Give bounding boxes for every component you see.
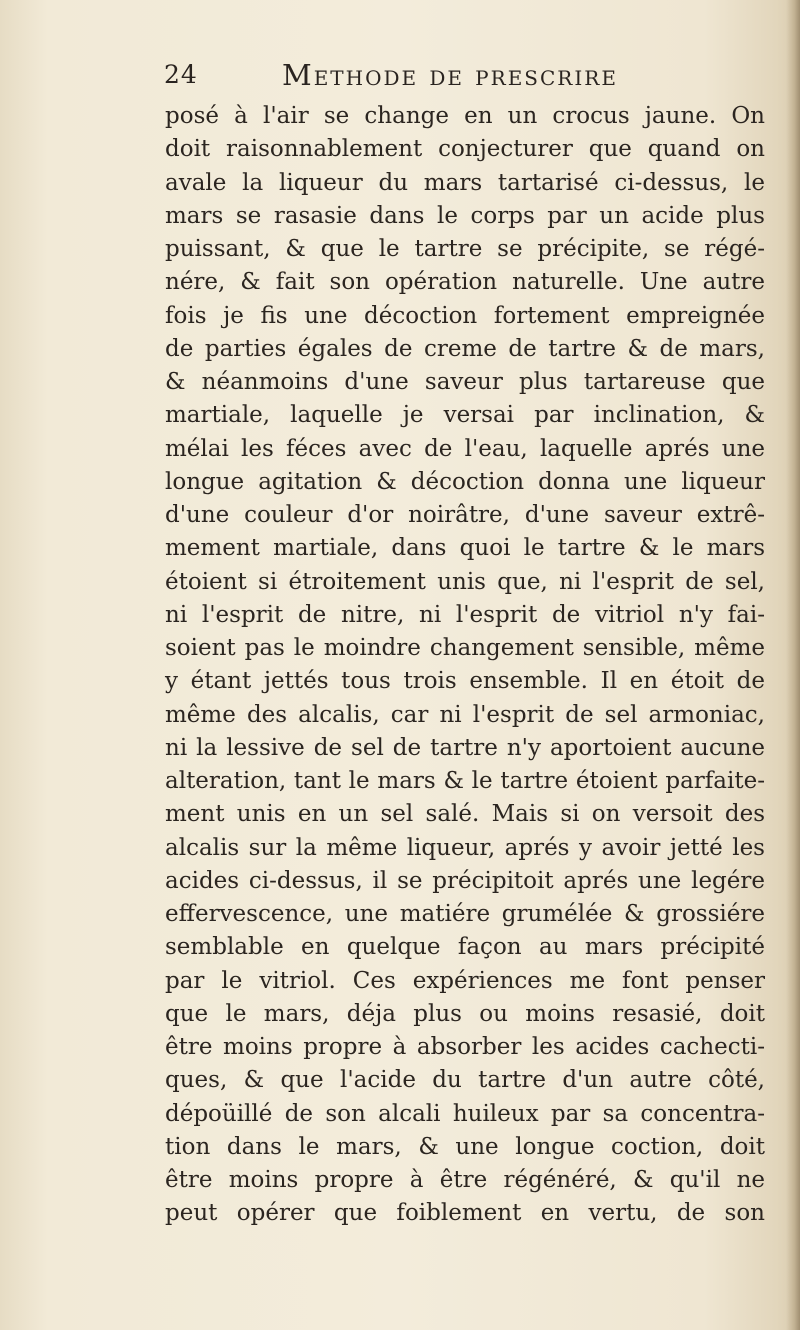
text-line: tion dans le mars, & une longue coction, doit [165, 1133, 765, 1160]
text-line: acides ci-dessus, il se précipitoit aprés une legére [165, 867, 765, 894]
text-line: mars se rasasie dans le corps par un acide plus [165, 202, 765, 229]
text-line: semblable en quelque façon au mars précipité [165, 934, 765, 961]
text-line: être moins propre à absorber les acides cachecti- [165, 1034, 765, 1060]
text-line: fois je fis une décoction fortement empreignée [165, 302, 765, 329]
text-line: martiale, laquelle je versai par inclination, & [165, 402, 765, 429]
page-number: 24 [164, 60, 198, 89]
text-line: étoient si étroitement unis que, ni l'esprit de sel, [165, 568, 765, 595]
text-line: mélai les féces avec de l'eau, laquelle aprés une [165, 435, 765, 462]
text-line: mement martiale, dans quoi le tartre & le mars [165, 535, 765, 562]
text-line: doit raisonnablement conjecturer que quand on [165, 136, 765, 163]
text-line: ni l'esprit de nitre, ni l'esprit de vitriol n'y fai- [165, 601, 765, 628]
text-line: ques, & que l'acide du tartre d'un autre côté, [165, 1067, 765, 1094]
text-line: puissant, & que le tartre se précipite, se régé- [165, 236, 765, 262]
text-line: de parties égales de creme de tartre & de mars, [165, 335, 765, 362]
text-line: longue agitation & décoction donna une liqueur [165, 468, 765, 495]
text-line: alcalis sur la même liqueur, aprés y avoir jetté les [165, 834, 765, 861]
text-line: dépoüillé de son alcali huileux par sa concentra- [165, 1100, 765, 1127]
text-line: posé à l'air se change en un crocus jaune. On [165, 103, 765, 129]
text-line: peut opérer que foiblement en vertu, de son [165, 1200, 765, 1227]
text-line: d'une couleur d'or noirâtre, d'une saveur extrê- [165, 502, 765, 528]
text-line: alteration, tant le mars & le tartre étoient parfaite- [165, 768, 765, 794]
text-line: effervescence, une matiére grumélée & grossiére [165, 901, 765, 927]
text-line: nére, & fait son opération naturelle. Une autre [165, 269, 765, 296]
text-line: soient pas le moindre changement sensible, même [165, 635, 765, 661]
page-edge-shadow [786, 0, 800, 1330]
text-line: même des alcalis, car ni l'esprit de sel armoniac, [165, 701, 765, 728]
text-line: ni la lessive de sel de tartre n'y aportoient aucune [165, 734, 765, 761]
running-title: Methode de prescrire [282, 58, 618, 92]
text-line: que le mars, déja plus ou moins resasié, doit [165, 1000, 765, 1027]
body-text [165, 100, 765, 1231]
text-line: par le vitriol. Ces expériences me font penser [165, 967, 765, 994]
text-line: avale la liqueur du mars tartarisé ci-dessus, le [165, 169, 765, 196]
text-line: être moins propre à être régénéré, & qu'il ne [165, 1167, 765, 1193]
text-line: ment unis en un sel salé. Mais si on versoit des [165, 801, 765, 828]
text-line: y étant jettés tous trois ensemble. Il en étoit de [165, 668, 765, 695]
text-line: & néanmoins d'une saveur plus tartareuse que [165, 369, 765, 395]
running-head [164, 58, 764, 100]
